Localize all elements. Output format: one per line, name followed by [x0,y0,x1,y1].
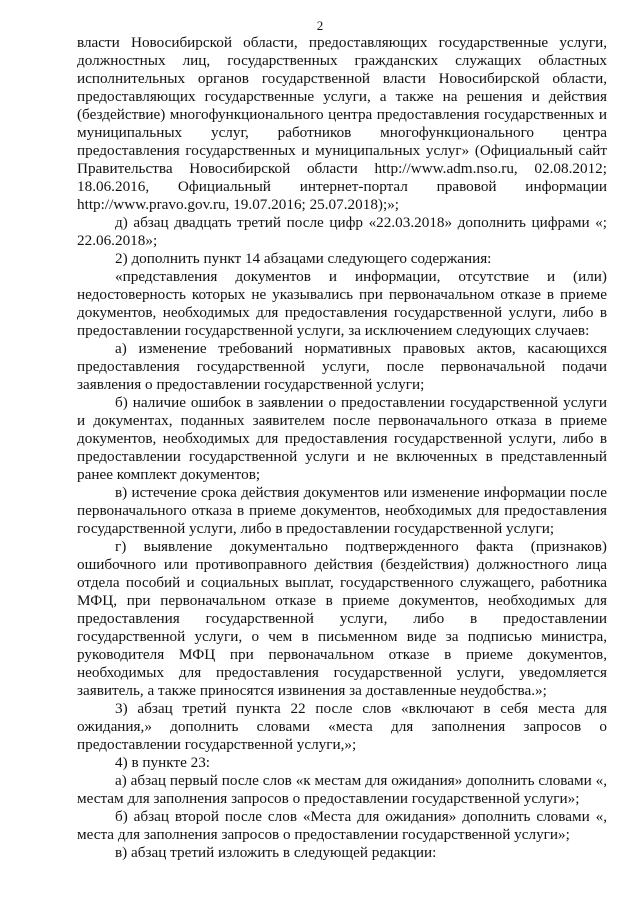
paragraph-item-4-a: а) абзац первый после слов «к местам для ожидания» дополнить словами «, местам для заполнения запросов о предоставлении государственной услуги»; [77,772,607,807]
document-body [77,34,607,862]
paragraph-quote-start: «представления документов и информации, отсутствие и (или) недостоверность которых не указывались при первоначальном отказе в приеме документов, необходимых для предоставления государственной услуги, либо в предоставлении государственной услуги, за исключением следующих случаев: [77,268,607,339]
paragraph-subitem-g: г) выявление документально подтвержденного факта (признаков) ошибочного или противоправного действия (бездействия) должностного лица отдела пособий и социальных выплат, государственного служащего, работника МФЦ, при первоначальном отказе в приеме документов, необходимых для предоставления государственной услуги, либо в предоставлении государственной услуги, о чем в письменном виде за подписью министра, руководителя МФЦ при первоначальном отказе в приеме документов, необходимых для предоставления государственной услуги, уведомляется заявитель, а также приносятся извинения за доставленные неудобства.»; [77,538,607,699]
paragraph-subitem-b: б) наличие ошибок в заявлении о предоставлении государственной услуги и документах, поданных заявителем после первоначального отказа в приеме документов, необходимых для предоставления государственной услуги, либо в предоставлении государственной услуги и не включенных в представленный ранее комплект документов; [77,394,607,483]
paragraph-item-3: 3) абзац третий пункта 22 после слов «включают в себя места для ожидания,» дополнить словами «места для заполнения запросов о предоставлении государственной услуги,»; [77,700,607,753]
paragraph-d-abzac: д) абзац двадцать третий после цифр «22.03.2018» дополнить цифрами «; 22.06.2018»; [77,214,607,249]
paragraph-continuation: власти Новосибирской области, предоставляющих государственные услуги, должностных лиц, государственных гражданских служащих областных исполнительных органов государственной власти Новосибирской области, предоставляющих государственные услуги, а также на решения и действия (бездействие) многофункционального центра предоставления государственных и муниципальных услуг, работников многофункционального центра предоставления государственных и муниципальных услуг» (Официальный сайт Правительства Новосибирской области http://www.adm.nso.ru, 02.08.2012; 18.06.2016, Официальный интернет-портал правовой информации http://www.pravo.gov.ru, 19.07.2016; 25.07.2018);»; [77,34,607,213]
paragraph-item-4-b: б) абзац второй после слов «Места для ожидания» дополнить словами «, места для заполнения запросов о предоставлении государственной услуги»; [77,808,607,843]
paragraph-item-2: 2) дополнить пункт 14 абзацами следующего содержания: [115,250,492,267]
page-number: 2 [316,18,324,33]
paragraph-subitem-v: в) истечение срока действия документов или изменение информации после первоначального отказа в приеме документов, необходимых для предоставления государственной услуги, либо в предоставлении государственной услуги; [77,484,607,537]
paragraph-subitem-a: а) изменение требований нормативных правовых актов, касающихся предоставления государственной услуги, после первоначальной подачи заявления о предоставлении государственной услуги; [77,340,607,393]
paragraph-item-4: 4) в пункте 23: [115,754,211,771]
paragraph-item-4-v: в) абзац третий изложить в следующей редакции: [115,844,437,861]
